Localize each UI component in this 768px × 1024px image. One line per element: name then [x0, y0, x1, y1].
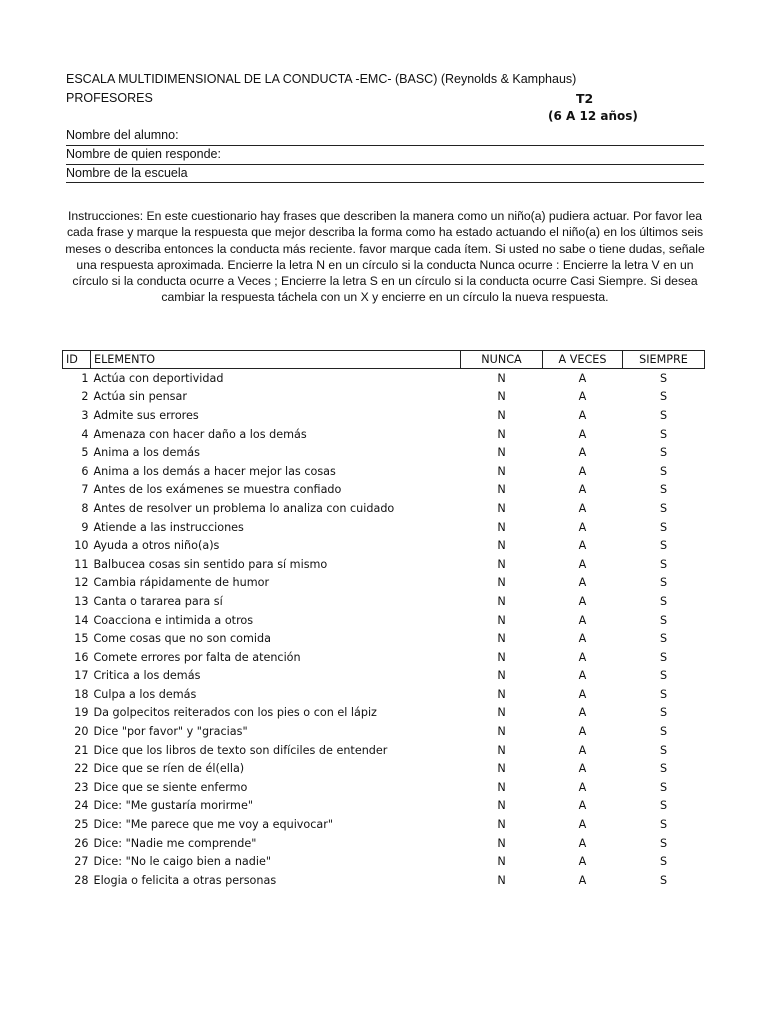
table-row: [63, 815, 705, 834]
option-a-veces[interactable]: A: [578, 650, 587, 664]
item-text: Dice que se siente enfermo: [93, 780, 248, 794]
option-a-veces[interactable]: A: [578, 408, 587, 422]
item-id: 13: [74, 594, 89, 608]
item-text: Culpa a los demás: [93, 687, 197, 701]
table-row: [63, 685, 705, 704]
option-a-veces[interactable]: A: [578, 446, 587, 460]
option-nunca[interactable]: N: [497, 687, 506, 701]
table-row: [63, 481, 705, 500]
option-siempre[interactable]: S: [659, 650, 668, 664]
header-elemento: ELEMENTO: [91, 351, 461, 369]
option-siempre[interactable]: S: [659, 501, 668, 515]
item-text: Amenaza con hacer daño a los demás: [93, 427, 307, 441]
item-text: Ayuda a otros niño(a)s: [93, 539, 220, 553]
item-id: 1: [81, 371, 89, 385]
option-a-veces[interactable]: A: [578, 501, 587, 515]
item-id: 6: [81, 464, 89, 478]
item-id: 5: [81, 446, 89, 460]
item-text: Comete errores por falta de atención: [93, 650, 301, 664]
item-id: 11: [74, 557, 89, 571]
table-row: [63, 648, 705, 667]
option-a-veces[interactable]: A: [578, 706, 587, 720]
item-id: 16: [74, 650, 89, 664]
option-nunca[interactable]: N: [497, 650, 506, 664]
table-row: [63, 704, 705, 723]
option-nunca[interactable]: N: [497, 390, 506, 404]
option-siempre[interactable]: S: [659, 799, 668, 813]
table-row: [63, 741, 705, 760]
option-nunca[interactable]: N: [497, 799, 506, 813]
item-text: Actúa con deportividad: [93, 371, 224, 385]
option-nunca[interactable]: N: [497, 371, 506, 385]
item-id: 25: [74, 818, 89, 832]
option-a-veces[interactable]: A: [578, 594, 587, 608]
option-a-veces[interactable]: A: [578, 669, 587, 683]
option-nunca[interactable]: N: [497, 539, 506, 553]
header-siempre: SIEMPRE: [623, 351, 705, 369]
table-row: [63, 852, 705, 871]
table-row: [63, 871, 705, 890]
table-row: [63, 629, 705, 648]
item-id: 8: [81, 501, 89, 515]
option-a-veces[interactable]: A: [578, 632, 587, 646]
option-a-veces[interactable]: A: [578, 576, 587, 590]
option-a-veces[interactable]: A: [578, 725, 587, 739]
option-nunca[interactable]: N: [497, 613, 506, 627]
item-id: 14: [74, 613, 89, 627]
option-nunca[interactable]: N: [497, 464, 506, 478]
item-text: Anima a los demás: [93, 446, 200, 460]
item-id: 26: [74, 836, 89, 850]
item-id: 22: [74, 762, 89, 776]
header-id: ID: [63, 351, 91, 369]
table-row: [63, 722, 705, 741]
option-siempre[interactable]: S: [659, 687, 668, 701]
item-text: Dice: "No le caigo bien a nadie": [93, 855, 271, 869]
option-nunca[interactable]: N: [497, 780, 506, 794]
option-a-veces[interactable]: A: [578, 371, 587, 385]
option-siempre[interactable]: S: [659, 576, 668, 590]
item-id: 3: [81, 408, 89, 422]
table-row: [63, 406, 705, 425]
table-row: [63, 518, 705, 537]
option-nunca[interactable]: N: [497, 873, 506, 887]
table-row: [63, 462, 705, 481]
table-row: [63, 778, 705, 797]
option-nunca[interactable]: N: [497, 706, 506, 720]
questionnaire-table: [62, 350, 705, 890]
table-row: [63, 797, 705, 816]
item-id: 10: [74, 539, 89, 553]
table-row: [63, 592, 705, 611]
option-a-veces[interactable]: A: [578, 762, 587, 776]
option-siempre[interactable]: S: [659, 836, 668, 850]
item-text: Antes de los exámenes se muestra confiado: [93, 483, 342, 497]
table-row: [63, 574, 705, 593]
item-text: Dice: "Me parece que me voy a equivocar": [93, 818, 334, 832]
option-siempre[interactable]: S: [659, 520, 668, 534]
option-a-veces[interactable]: A: [578, 780, 587, 794]
item-text: Actúa sin pensar: [93, 390, 187, 404]
option-nunca[interactable]: N: [497, 557, 506, 571]
option-siempre[interactable]: S: [659, 539, 668, 553]
option-a-veces[interactable]: A: [578, 557, 587, 571]
item-text: Come cosas que no son comida: [93, 632, 271, 646]
table-row: [63, 443, 705, 462]
option-siempre[interactable]: S: [659, 743, 668, 757]
item-id: 9: [81, 520, 89, 534]
item-text: Antes de resolver un problema lo analiza con cuidado: [93, 501, 395, 515]
option-a-veces[interactable]: A: [578, 855, 587, 869]
header-a-veces: A VECES: [543, 351, 623, 369]
option-a-veces[interactable]: A: [578, 427, 587, 441]
option-a-veces[interactable]: A: [578, 836, 587, 850]
option-siempre[interactable]: S: [659, 557, 668, 571]
table-row: [63, 536, 705, 555]
option-nunca[interactable]: N: [497, 446, 506, 460]
option-siempre[interactable]: S: [659, 818, 668, 832]
item-text: Canta o tararea para sí: [93, 594, 223, 608]
table-row: [63, 555, 705, 574]
option-nunca[interactable]: N: [497, 669, 506, 683]
item-id: 7: [81, 483, 89, 497]
table-row: [63, 834, 705, 853]
option-siempre[interactable]: S: [659, 762, 668, 776]
document-title: ESCALA MULTIDIMENSIONAL DE LA CONDUCTA -EMC- (BASC) (Reynolds & Kamphaus): [66, 72, 577, 86]
item-id: 18: [74, 687, 89, 701]
option-nunca[interactable]: N: [497, 855, 506, 869]
option-nunca[interactable]: N: [497, 632, 506, 646]
option-siempre[interactable]: S: [659, 706, 668, 720]
option-nunca[interactable]: N: [497, 427, 506, 441]
option-siempre[interactable]: S: [659, 427, 668, 441]
item-id: 2: [81, 390, 89, 404]
item-id: 15: [74, 632, 89, 646]
option-nunca[interactable]: N: [497, 818, 506, 832]
item-id: 23: [74, 780, 89, 794]
item-text: Elogia o felicita a otras personas: [93, 873, 277, 887]
item-text: Balbucea cosas sin sentido para sí mismo: [93, 557, 328, 571]
item-text: Dice: "Nadie me comprende": [93, 836, 257, 850]
option-nunca[interactable]: N: [497, 725, 506, 739]
item-text: Critica a los demás: [93, 669, 201, 683]
option-nunca[interactable]: N: [497, 576, 506, 590]
option-siempre[interactable]: S: [659, 483, 668, 497]
header-nunca: NUNCA: [461, 351, 543, 369]
option-siempre[interactable]: S: [659, 408, 668, 422]
age-range: (6 A 12 años): [548, 109, 638, 123]
table-row: [63, 388, 705, 407]
table-row: [63, 369, 705, 388]
option-a-veces[interactable]: A: [578, 873, 587, 887]
option-nunca[interactable]: N: [497, 594, 506, 608]
table-row: [63, 667, 705, 686]
option-siempre[interactable]: S: [659, 855, 668, 869]
table-row: [63, 425, 705, 444]
item-id: 24: [74, 799, 89, 813]
item-text: Da golpecitos reiterados con los pies o con el lápiz: [93, 706, 377, 720]
option-nunca[interactable]: N: [497, 836, 506, 850]
respondent-name-field[interactable]: Nombre de quien responde:: [66, 147, 221, 161]
item-text: Dice que se ríen de él(ella): [93, 762, 245, 776]
student-name-field[interactable]: Nombre del alumno:: [66, 128, 179, 142]
option-siempre[interactable]: S: [659, 464, 668, 478]
item-id: 4: [81, 427, 89, 441]
option-a-veces[interactable]: A: [578, 390, 587, 404]
option-nunca[interactable]: N: [497, 743, 506, 757]
form-code: T2: [576, 91, 594, 106]
item-text: Cambia rápidamente de humor: [93, 576, 270, 590]
option-a-veces[interactable]: A: [578, 743, 587, 757]
table-header-row: [63, 351, 705, 369]
item-text: Anima a los demás a hacer mejor las cosas: [93, 464, 336, 478]
item-id: 12: [74, 576, 89, 590]
table-row: [63, 611, 705, 630]
table-row: [63, 499, 705, 518]
option-nunca[interactable]: N: [497, 762, 506, 776]
option-a-veces[interactable]: A: [578, 464, 587, 478]
option-siempre[interactable]: S: [659, 594, 668, 608]
item-id: 17: [74, 669, 89, 683]
item-text: Dice "por favor" y "gracias": [93, 725, 248, 739]
item-id: 21: [74, 743, 89, 757]
item-id: 20: [74, 725, 89, 739]
option-a-veces[interactable]: A: [578, 613, 587, 627]
option-nunca[interactable]: N: [497, 501, 506, 515]
item-text: Coacciona e intimida a otros: [93, 613, 254, 627]
table-row: [63, 759, 705, 778]
option-a-veces[interactable]: A: [578, 799, 587, 813]
option-siempre[interactable]: S: [659, 725, 668, 739]
item-text: Atiende a las instrucciones: [93, 520, 244, 534]
option-nunca[interactable]: N: [497, 483, 506, 497]
school-name-field[interactable]: Nombre de la escuela: [66, 166, 188, 180]
item-text: Dice: "Me gustaría morirme": [93, 799, 253, 813]
option-siempre[interactable]: S: [659, 632, 668, 646]
item-text: Dice que los libros de texto son difíciles de entender: [93, 743, 388, 757]
option-nunca[interactable]: N: [497, 408, 506, 422]
option-siempre[interactable]: S: [659, 390, 668, 404]
item-id: 28: [74, 873, 89, 887]
option-a-veces[interactable]: A: [578, 687, 587, 701]
option-siempre[interactable]: S: [659, 873, 668, 887]
option-nunca[interactable]: N: [497, 520, 506, 534]
option-siempre[interactable]: S: [659, 669, 668, 683]
option-a-veces[interactable]: A: [578, 818, 587, 832]
option-a-veces[interactable]: A: [578, 539, 587, 553]
option-a-veces[interactable]: A: [578, 483, 587, 497]
document-subtitle: PROFESORES: [66, 91, 153, 105]
option-a-veces[interactable]: A: [578, 520, 587, 534]
option-siempre[interactable]: S: [659, 613, 668, 627]
divider: [66, 182, 704, 183]
item-text: Admite sus errores: [93, 408, 199, 422]
option-siempre[interactable]: S: [659, 446, 668, 460]
item-id: 27: [74, 855, 89, 869]
option-siempre[interactable]: S: [659, 780, 668, 794]
instructions-paragraph: Instrucciones: En este cuestionario hay frases que describen la manera como un niño(a) pudiera actuar. Por favor lea cada frase y marque la respuesta que mejor describa la forma como ha estado actuando el niño(a) en los últimos seis meses o describa entonces la conducta más reciente. favor marque cada ítem. Si usted no sabe o tiene dudas, señale una respuesta aproximada. Encierre la letra N en un círculo si la conducta Nunca ocurre : Encierre la letra V en un círculo si la conducta ocurre a Veces ; Encierre la letra S en un círculo si la conducta ocurre Casi Siempre. Si desea cambiar la respuesta táchela con un X y encierre en un círculo la nueva respuesta.: [65, 209, 705, 305]
item-id: 19: [74, 706, 89, 720]
option-siempre[interactable]: S: [659, 371, 668, 385]
